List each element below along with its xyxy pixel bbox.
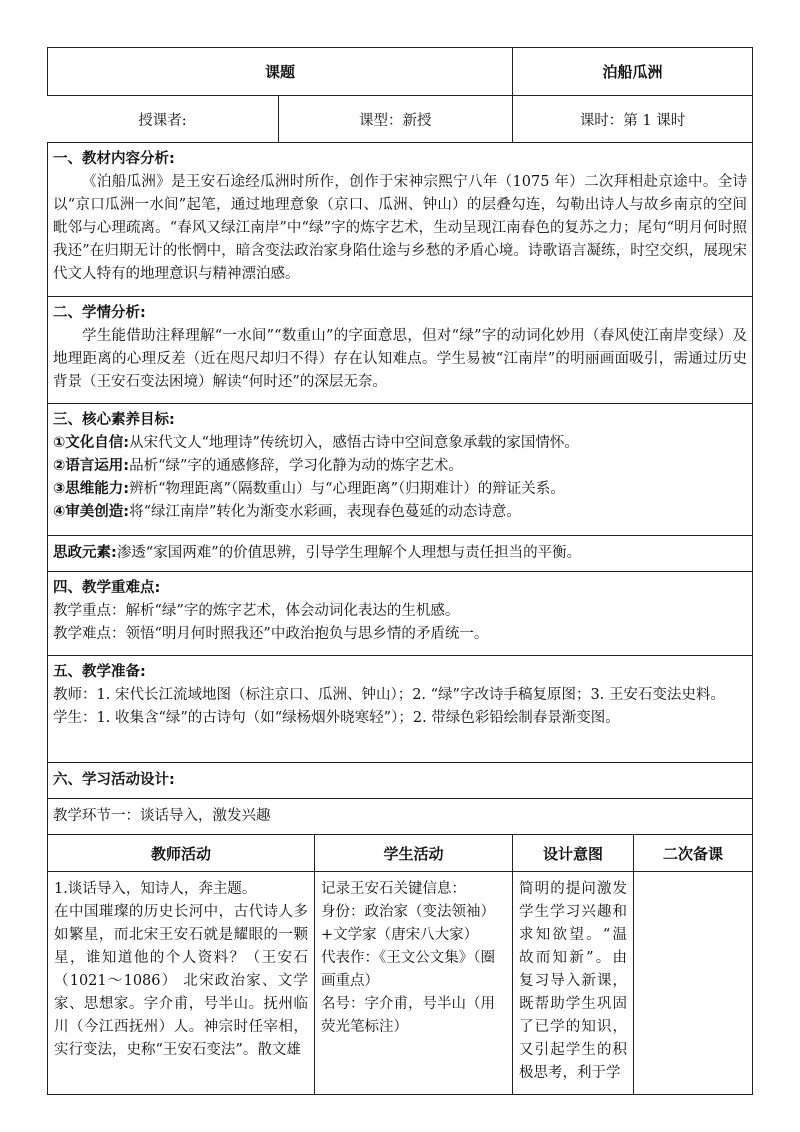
section-title: 三、核心素养目标: [53,412,175,428]
difficult-point-text: 教学难点：领悟“明月何时照我还”中政治抱负与思乡情的矛盾统一。 [53,626,489,642]
textbook-analysis-section [48,143,753,297]
lesson-type: 课型：新授 [359,112,432,129]
student-preparation-text: 学生：1. 收集含“绿”的古诗句（如“绿杨烟外晓寒轻”）；2. 带绿色彩铅绘制春景渐变图。 [53,710,620,726]
section-title: 二、学情分析: [53,305,146,321]
topic-value: 泊船瓜洲 [513,48,753,96]
ideology-section [48,536,753,572]
section-title: 六、学习活动设计: [53,772,175,788]
student-activity-header: 学生活动 [315,835,513,872]
second-preparation-header: 二次备课 [634,835,753,872]
teacher-name-label: 授课者: [48,96,279,142]
ideology-text: 渗透“家国两难”的价值思辨，引导学生理解个人理想与责任担当的平衡。 [116,545,582,561]
competency-item: ②语言运用:品析“绿”字的通感修辞，学习化静为动的炼字艺术。 [53,458,463,474]
section-title: 一、教材内容分析: [53,151,175,167]
second-preparation-cell [634,872,752,1094]
competency-item: ①文化自信:从宋代文人“地理诗”传统切入，感悟古诗中空间意象承载的家国情怀。 [53,435,579,451]
activity-design-section [48,763,753,799]
preparation-section [48,656,753,763]
design-intent-header: 设计意图 [513,835,634,872]
textbook-analysis-text: 《泊船瓜洲》是王安石途经瓜洲时所作，创作于宋神宗熙宁八年（1075 年）二次拜相赴京途中。全诗以“京口瓜洲一水间”起笔，通过地理意象（京口、瓜洲、钟山）的层叠勾连，勾勒出诗人与故乡南京的空间毗邻与心理疏离。“春风又绿江南岸”中“绿”字的炼字艺术，生动呈现江南春色的复苏之力；尾句“明月何时照我还”在归期无计的怅惘中，暗含变法政治家身陷仕途与乡愁的矛盾心境。诗歌语言凝练，时空交织，展现宋代文人特有的地理意识与精神漂泊感。 [53,174,748,282]
teacher-preparation-text: 教师：1. 宋代长江流域地图（标注京口、瓜洲、钟山）；2. “绿”字改诗手稿复原图；3. 王安石变法史料。 [53,687,725,703]
teaching-phase: 教学环节一：谈话导入，激发兴趣 [48,799,753,835]
topic-label: 课题 [48,48,513,96]
student-activity-cell: 记录王安石关键信息： 身份：政治家（变法领袖）+文学家（唐宋八大家） 代表作：《王文公文集》（圈画重点） 名号：字介甫，号半山（用荧光笔标注） [321,881,495,1035]
key-point-text: 教学重点：解析“绿”字的炼字艺术，体会动词化表达的生机感。 [53,603,460,619]
competency-item: ④审美创造:将“绿江南岸”转化为渐变水彩画，表现春色蔓延的动态诗意。 [53,504,521,520]
student-analysis-section [48,297,753,404]
competency-item: ③思维能力:辨析“物理距离”（隔数重山）与“心理距离”（归期难计）的辩证关系。 [53,481,565,497]
design-intent-cell: 简明的提问激发学生学习兴趣和求知欲望。“温故而知新”。由复习导入新课，既帮助学生巩固了已学的知识，又引起学生的积极思考，利于学 [519,881,628,1081]
student-analysis-text: 学生能借助注释理解“一水间”“数重山”的字面意思，但对“绿”字的动词化妙用（春风使江南岸变绿）及地理距离的心理反差（近在咫尺却归不得）存在认知难点。学生易被“江南岸”的明丽画面吸引，需通过历史背景（王安石变法困境）解读“何时还”的深层无奈。 [53,328,748,390]
ideology-label: 思政元素: [53,545,117,561]
teacher-activity-cell: 1.谈话导入，知诗人，奔主题。 在中国璀璨的历史长河中，古代诗人多如繁星，而北宋王安石就是耀眼的一颗星，谁知道他的个人资料？（王安石（1021～1086） 北宋政治家、文学家、思想家。字介甫，号半山。抚州临川（今江西抚州）人。神宗时任宰相，实行变法，史称“王安石变法”。散文雄 [54,881,308,1058]
lesson-plan-table [47,47,753,1095]
key-points-section [48,572,753,656]
lesson-plan-page [47,47,752,1095]
core-competency-section [48,404,753,536]
section-title: 四、教学重难点: [53,580,161,596]
section-title: 五、教学准备: [53,664,146,680]
teacher-activity-header: 教师活动 [48,835,315,872]
lesson-period: 课时：第 1 课时 [513,96,753,143]
